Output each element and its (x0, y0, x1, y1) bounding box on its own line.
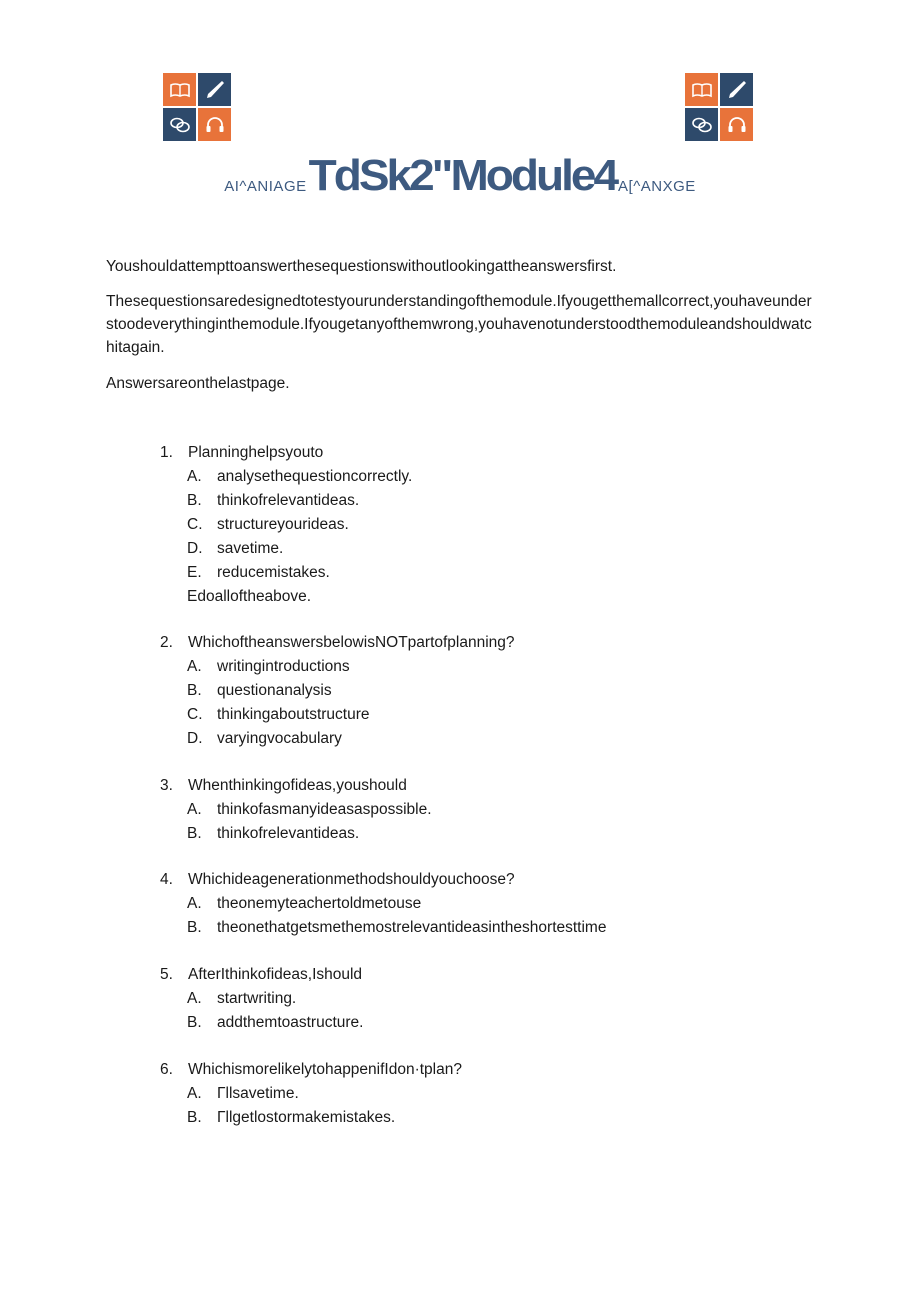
question-line (160, 1058, 760, 1082)
option-text: reducemistakes. (217, 564, 330, 581)
option-item (160, 561, 760, 585)
headphones-icon (720, 108, 753, 141)
option-text: questionanalysis (217, 682, 332, 699)
page-title (0, 152, 920, 198)
option-item (160, 703, 760, 727)
book-icon (163, 73, 196, 106)
option-item (160, 489, 760, 513)
option-text: startwriting. (217, 990, 297, 1007)
option-item (160, 798, 760, 822)
question-number: 6. (160, 1061, 173, 1078)
option-letter: A. (187, 468, 202, 485)
question-6 (160, 1058, 760, 1130)
question-line (160, 441, 760, 465)
question-text: Whichideagenerationmethodshouldyouchoose? (188, 871, 515, 888)
option-text: thinkingaboutstructure (217, 706, 370, 723)
headphones-icon (198, 108, 231, 141)
question-text: AfterIthinkofideas,Ishould (188, 966, 363, 983)
option-item (160, 987, 760, 1011)
intro-paragraph-1: Youshouldattempttoanswerthesequestionswithoutlookingattheanswersfirst. (106, 258, 617, 275)
option-extra: Edoalloftheabove. (187, 588, 312, 605)
question-number: 4. (160, 871, 173, 888)
title-main: TdSk2"Module4 (308, 150, 617, 200)
question-text: Planninghelpsyouto (188, 444, 324, 461)
book-icon (685, 73, 718, 106)
option-text: Γllsavetime. (217, 1085, 299, 1102)
option-letter: B. (187, 1014, 202, 1031)
question-line (160, 774, 760, 798)
option-text: addthemtoastructure. (217, 1014, 364, 1031)
option-item (160, 679, 760, 703)
option-letter: A. (187, 990, 202, 1007)
option-item (160, 727, 760, 751)
option-text: Γllgetlostormakemistakes. (217, 1109, 396, 1126)
option-letter: A. (187, 1085, 202, 1102)
option-text: structureyourideas. (217, 516, 349, 533)
option-text: thinkofasmanyideasaspossible. (217, 801, 432, 818)
question-3 (160, 774, 760, 846)
question-line (160, 963, 760, 987)
logo-right (685, 73, 753, 141)
option-item (160, 1082, 760, 1106)
option-letter: B. (187, 1109, 202, 1126)
option-letter: A. (187, 658, 202, 675)
title-right: A[^ANXGE (618, 178, 696, 195)
question-4 (160, 868, 760, 940)
option-item (160, 655, 760, 679)
option-text: savetime. (217, 540, 284, 557)
option-text: theonemyteachertoldmetouse (217, 895, 422, 912)
option-letter: D. (187, 730, 203, 747)
option-text: thinkofrelevantideas. (217, 825, 360, 842)
question-1 (160, 441, 760, 609)
option-item (160, 892, 760, 916)
option-item (160, 465, 760, 489)
option-text: analysethequestioncorrectly. (217, 468, 413, 485)
option-letter: A. (187, 895, 202, 912)
question-5 (160, 963, 760, 1035)
option-text: writingintroductions (217, 658, 350, 675)
logo-left (163, 73, 231, 141)
option-item (160, 1106, 760, 1130)
question-text: WhichismorelikelytohappenifIdon·tplan? (188, 1061, 462, 1078)
option-letter: E. (187, 564, 202, 581)
option-text: varyingvocabulary (217, 730, 342, 747)
option-item (160, 537, 760, 561)
option-letter: D. (187, 540, 203, 557)
question-text: Whenthinkingofideas,youshould (188, 777, 407, 794)
title-left: AI^ANIAGE (224, 178, 307, 195)
intro-paragraph-2: Thesequestionsaredesignedtotestyourunderstandingofthemodule.Ifyougetthemallcorrect,youhaveunderstoodeverythinginthemodule.Ifyougetanyofthemwrong,youhavenotunderstoodthemoduleandshouldwatchitagain. (106, 293, 812, 356)
question-number: 3. (160, 777, 173, 794)
question-number: 2. (160, 634, 173, 651)
option-letter: C. (187, 516, 203, 533)
option-letter: B. (187, 492, 202, 509)
option-letter: B. (187, 825, 202, 842)
pen-icon (198, 73, 231, 106)
option-text: thinkofrelevantideas. (217, 492, 360, 509)
option-item (160, 822, 760, 846)
option-letter: C. (187, 706, 203, 723)
option-letter: B. (187, 682, 202, 699)
intro-paragraph-3: Answersareonthelastpage. (106, 375, 290, 392)
option-item (160, 1011, 760, 1035)
option-item (160, 513, 760, 537)
option-letter: B. (187, 919, 202, 936)
question-line (160, 868, 760, 892)
option-text: theonethatgetsmethemostrelevantideasintheshortesttime (217, 919, 607, 936)
pen-icon (720, 73, 753, 106)
question-line (160, 631, 760, 655)
option-letter: A. (187, 801, 202, 818)
question-number: 1. (160, 444, 173, 461)
speech-bubbles-icon (685, 108, 718, 141)
question-number: 5. (160, 966, 173, 983)
speech-bubbles-icon (163, 108, 196, 141)
question-text: WhichoftheanswersbelowisNOTpartofplanning? (188, 634, 515, 651)
option-item (160, 916, 760, 940)
question-2 (160, 631, 760, 751)
